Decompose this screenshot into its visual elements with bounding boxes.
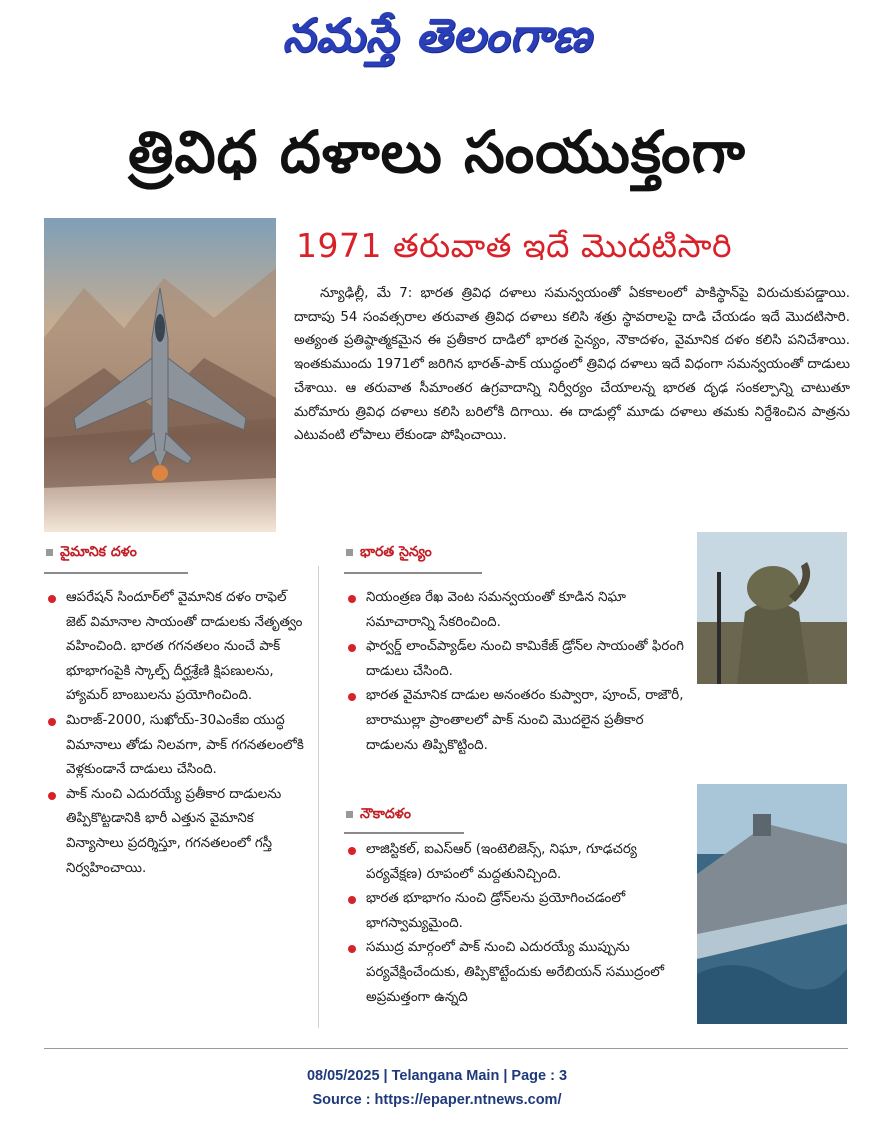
footer-source-line: Source : https://epaper.ntnews.com/ [312, 1092, 562, 1108]
subheadline: 1971 తరువాత ఇదే మొదటిసారి [296, 226, 733, 265]
aircraft-carrier-photo [697, 784, 847, 1024]
list-item: లాజిస్టికల్‌, ఐఎస్‌ఆర్‌ (ఇంటెలిజెన్స్‌, నిఘా, గూఢచర్య పర్యవేక్షణ) రూపంలో మద్దతునిచ్చింది. [344, 838, 694, 887]
headline: త్రివిధ దళాలు సంయుక్తంగా [128, 118, 746, 186]
navy-bullets [344, 838, 694, 1010]
intro-paragraph: న్యూఢిల్లీ, మే 7: భారత త్రివిధ దళాలు సమన్వయంతో ఏకకాలంలో పాకిస్థాన్‌పై విరుచుకుపడ్డాయి. దాదాపు 54 సంవత్సరాల తరువాత త్రివిధ దళాలు కలిసి శత్రు స్థావరాలపై దాడి చేయడం ఇదే మొదటిసారి. అత్యంత ప్రతిష్ఠాత్మకమైన ఈ ప్రతీకార దాడిలో భారత సైన్యం, నౌకాదళం, వైమానిక దళం కలిసి పనిచేశాయి. ఇంతకుముందు 1971లో జరిగిన భారత్‌-పాక్‌ యుద్ధంలో త్రివిధ దళాలు ఇదే విధంగా సమన్వయంతో దాడులు చేశాయి. ఆ తరువాత సీమాంతర ఉగ్రవాదాన్ని నిర్వీర్యం చేయాలన్న భారత దృఢ సంకల్పాన్ని చాటుతూ మరోమారు త్రివిధ దళాలు కలిసి బరిలోకి దిగాయి. ఈ దాడుల్లో మూడు దళాలు తమకు నిర్దేశించిన పాత్రను ఎటువంటి లోపాలు లేకుండా పోషించాయి. [294, 286, 850, 444]
air-force-label: వైమానిక దళం [60, 544, 137, 560]
section-label-air-force [46, 544, 137, 563]
list-item: పాక్‌ నుంచి ఎదురయ్యే ప్రతీకార దాడులను తిప్పికొట్టడానికి భారీ ఎత్తున వైమానిక విన్యాసాలు ప్రదర్శిస్తూ, గగనతలంలో గస్తీ నిర్వహించాయి. [44, 783, 306, 881]
air-force-bullets [44, 586, 306, 881]
masthead-logo: నమస్తే తెలంగాణ [282, 8, 592, 62]
list-item: ఫార్వర్డ్‌ లాంచ్‌ప్యాడ్‌ల నుంచి కామికేజ్‌ డ్రోన్‌ల సాయంతో ఫిరంగి దాడులు చేసింది. [344, 635, 694, 684]
army-bullets [344, 586, 694, 758]
list-item: సముద్ర మార్గంలో పాక్‌ నుంచి ఎదురయ్యే ముప్పును పర్యవేక్షించేందుకు, తిప్పికొట్టేందుకు అరేబియన్‌ సముద్రంలో అప్రమత్తంగా ఉన్నది [344, 936, 694, 1010]
fighter-jet-photo [44, 218, 276, 532]
square-bullet-icon [346, 549, 353, 556]
list-item: ఆపరేషన్‌ సిందూర్‌లో వైమానిక దళం రాఫెల్‌ జెట్‌ విమానాల సాయంతో దాడులకు నేతృత్వం వహించింది. భారత గగనతలం నుంచే పాక్‌ భూభాగంపైకి స్కాల్ప్‌ దీర్ఘశ్రేణి క్షిపణులను, హ్యామర్‌ బాంబులను ప్రయోగించింది. [44, 586, 306, 709]
army-label: భారత సైన్యం [360, 544, 432, 560]
divider [344, 572, 482, 574]
list-item: భారత భూభాగం నుంచి డ్రోన్‌లను ప్రయోగించడంలో భాగస్వామ్యమైంది. [344, 887, 694, 936]
square-bullet-icon [46, 549, 53, 556]
section-label-navy [346, 806, 411, 825]
navy-label: నౌకాదళం [360, 806, 411, 822]
soldier-photo [697, 532, 847, 684]
footer-divider [44, 1048, 848, 1049]
list-item: నియంత్రణ రేఖ వెంట సమన్వయంతో కూడిన నిఘా సమాచారాన్ని సేకరించింది. [344, 586, 694, 635]
column-divider [318, 566, 319, 1028]
divider [344, 832, 464, 834]
square-bullet-icon [346, 811, 353, 818]
list-item: భారత వైమానిక దాడుల అనంతరం కుప్వారా, పూంచ్‌, రాజౌరీ, బారాముల్లా ప్రాంతాలలో పాక్‌ నుంచి మొదలైన ప్రతీకార దాడులను తిప్పికొట్టింది. [344, 684, 694, 758]
divider [44, 572, 188, 574]
list-item: మిరాజ్‌-2000, సుఖోయ్‌-30ఎంకేఐ యుద్ధ విమానాలు తోడు నిలవగా, పాక్‌ గగనతలంలోకి వెళ్లకుండానే దాడులు చేసింది. [44, 709, 306, 783]
section-label-army [346, 544, 432, 563]
footer-date-line: 08/05/2025 | Telangana Main | Page : 3 [306, 1068, 568, 1084]
